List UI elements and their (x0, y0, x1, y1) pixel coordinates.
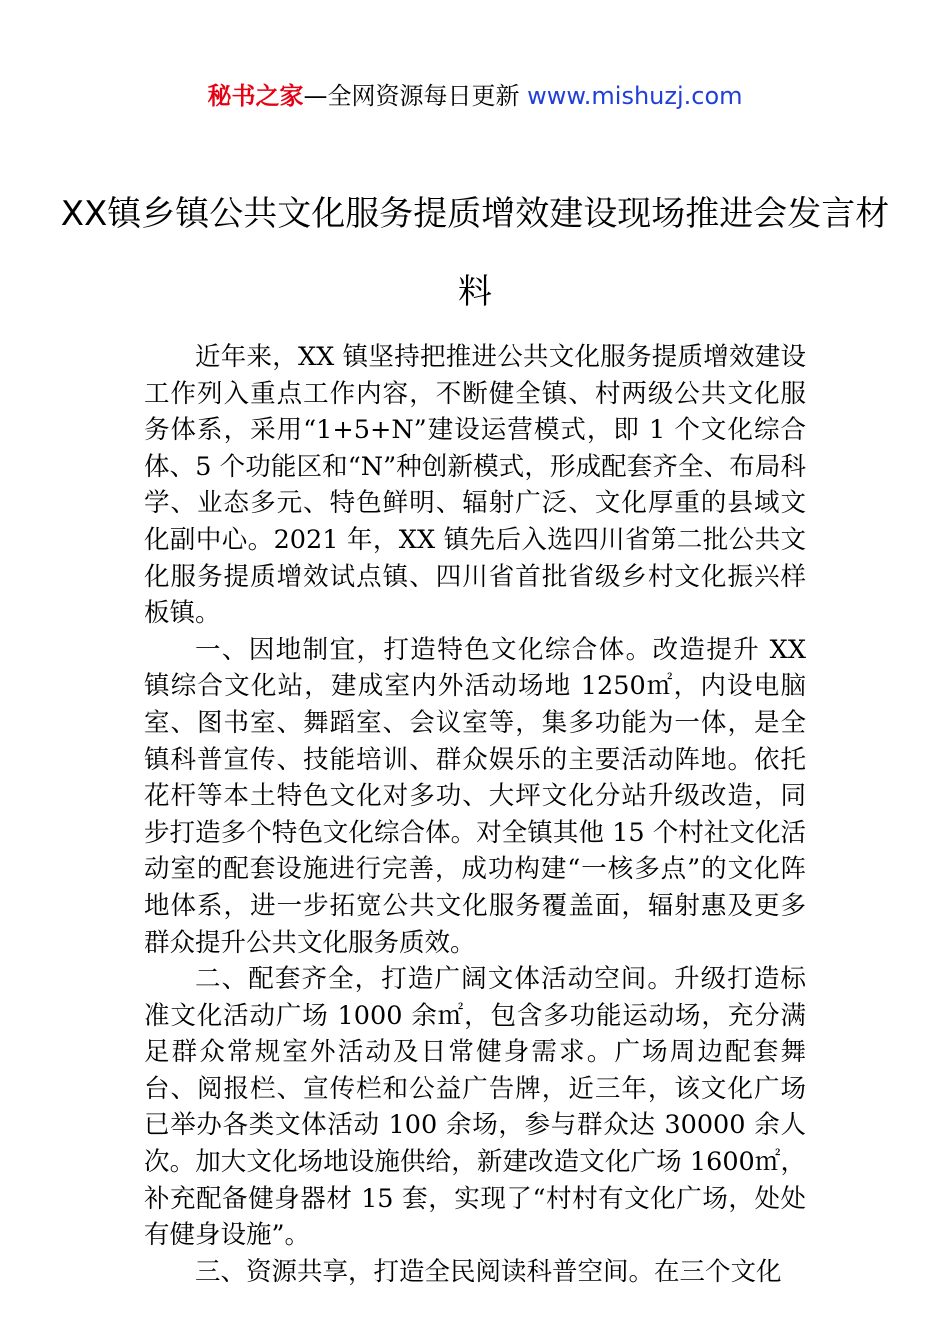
document-title: XX镇乡镇公共文化服务提质增效建设现场推进会发言材料 (60, 194, 890, 312)
body-paragraph-intro: 近年来，XX 镇坚持把推进公共文化服务提质增效建设工作列入重点工作内容，不断健全镇、村两级公共文化服务体系，采用“1+5+N”建设运营模式，即 1 个文化综合体、5 个功能区和“N”种创新模式，形成配套齐全、布局科学、业态多元、特色鲜明、辐射广泛、文化厚重的县域文化副中心。2021 年，XX 镇先后入选四川省第二批公共文化服务提质增效试点镇、四川省首批省级乡村文化振兴样板镇。 (144, 342, 806, 629)
site-brand: 秘书之家 (207, 82, 304, 110)
body-paragraph-section-1: 一、因地制宜，打造特色文化综合体。改造提升 XX 镇综合文化站，建成室内外活动场地 1250㎡，内设电脑室、图书室、舞蹈室、会议室等，集多功能为一体，是全镇科普宣传、技能培训、群众娱乐的主要活动阵地。依托花杆等本土特色文化对多功、大坪文化分站升级改造，同步打造多个特色文化综合体。对全镇其他 15 个村社文化活动室的配套设施进行完善，成功构建“一核多点”的文化阵地体系，进一步拓宽公共文化服务覆盖面，辐射惠及更多群众提升公共文化服务质效。 (144, 634, 806, 958)
site-header (0, 78, 950, 114)
site-tagline: —全网资源每日更新 (303, 82, 528, 110)
document-body (144, 339, 806, 1290)
site-url[interactable]: www.mishuzj.com (527, 82, 743, 110)
body-paragraph-section-3: 三、资源共享，打造全民阅读科普空间。在三个文化 (195, 1256, 782, 1287)
body-paragraph-section-2: 二、配套齐全，打造广阔文体活动空间。升级打造标准文化活动广场 1000 余㎡，包含多功能运动场，充分满足群众常规室外活动及日常健身需求。广场周边配套舞台、阅报栏、宣传栏和公益广告牌，近三年，该文化广场已举办各类文体活动 100 余场，参与群众达 30000 余人次。加大文化场地设施供给，新建改造文化广场 1600㎡，补充配备健身器材 15 套，实现了“村村有文化广场，处处有健身设施”。 (144, 964, 806, 1251)
